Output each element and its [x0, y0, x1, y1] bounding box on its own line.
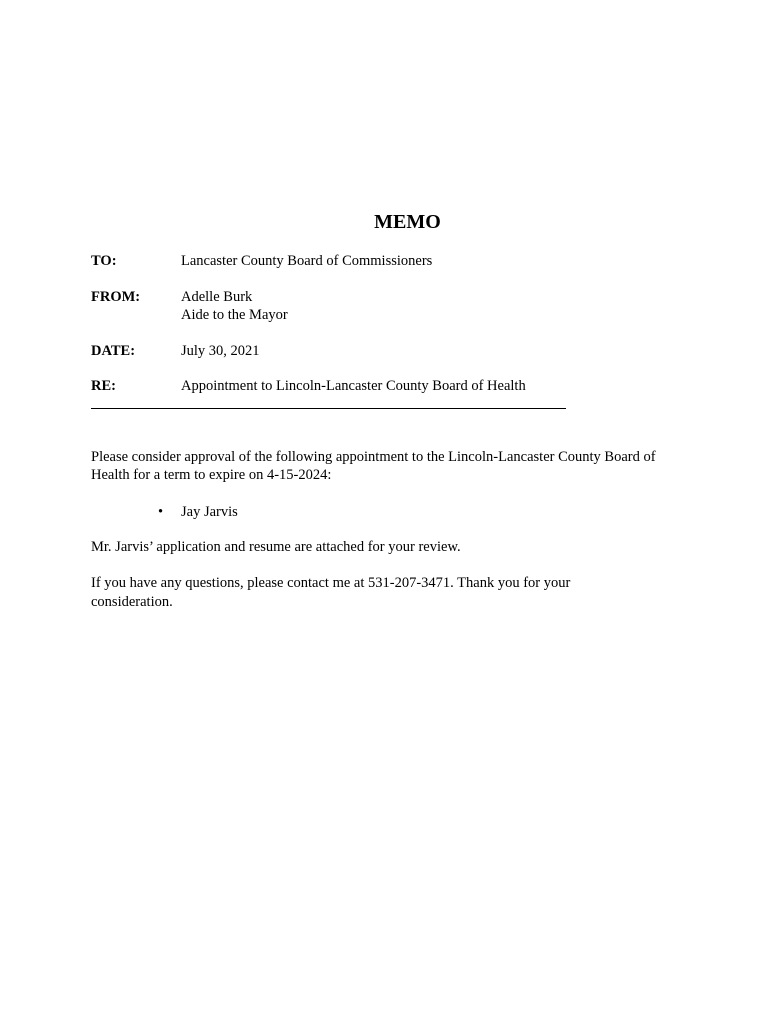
paragraph-line: If you have any questions, please contact me at 531-207-3471. Thank you for your	[91, 575, 571, 591]
from-title: Aide to the Mayor	[181, 307, 288, 323]
paragraph-line: Mr. Jarvis’ application and resume are attached for your review.	[91, 539, 461, 555]
to-label: TO:	[91, 253, 117, 269]
memo-title: MEMO	[374, 211, 441, 233]
re-label: RE:	[91, 378, 116, 394]
paragraph-line: Please consider approval of the following appointment to the Lincoln-Lancaster County Board of	[91, 449, 656, 465]
paragraph-line: consideration.	[91, 594, 173, 610]
appointee-name: Jay Jarvis	[181, 504, 238, 520]
re-value: Appointment to Lincoln-Lancaster County Board of Health	[181, 378, 526, 394]
to-value: Lancaster County Board of Commissioners	[181, 253, 433, 269]
date-label: DATE:	[91, 343, 136, 359]
date-value: July 30, 2021	[181, 343, 260, 359]
from-label: FROM:	[91, 289, 141, 305]
bullet-list-item	[158, 503, 238, 521]
from-name: Adelle Burk	[181, 289, 253, 305]
bullet-icon: •	[158, 504, 164, 520]
header-divider	[91, 408, 566, 409]
paragraph-line: Health for a term to expire on 4-15-2024:	[91, 467, 332, 483]
